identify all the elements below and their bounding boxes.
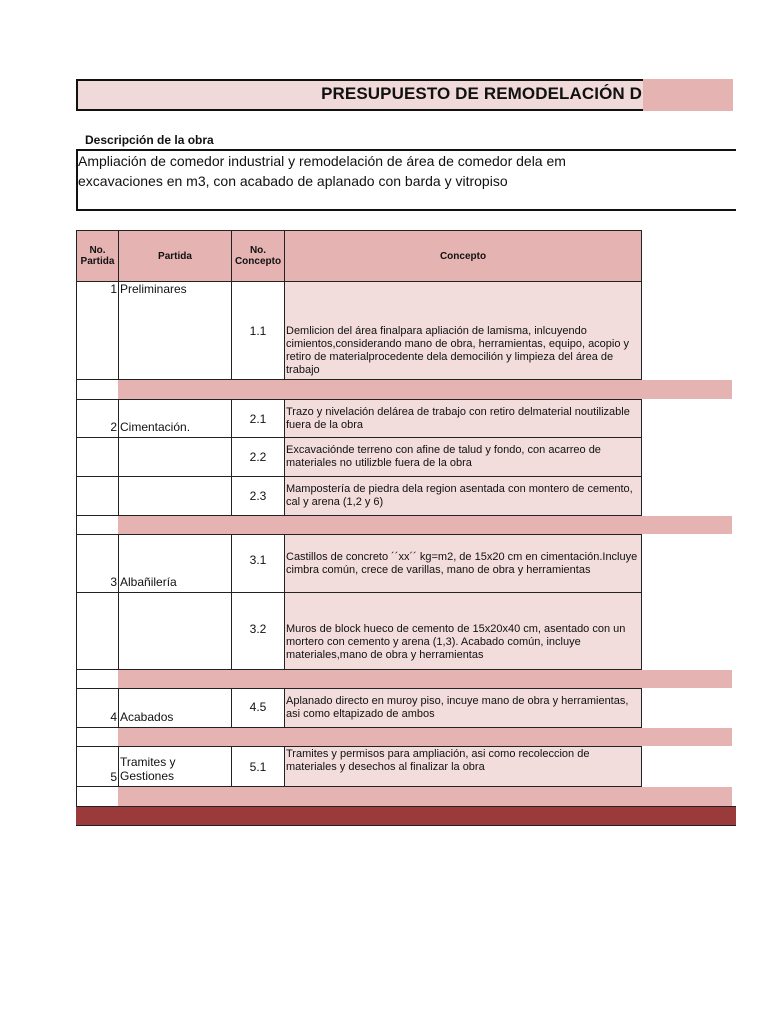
total-bar xyxy=(76,806,736,826)
row-partida-number: 1 xyxy=(76,281,119,380)
separator-cell xyxy=(76,669,119,689)
description-line-2: excavaciones en m3, con acabado de aplanado con barda y vitropiso xyxy=(78,173,508,189)
separator-cell xyxy=(76,515,119,535)
row-concepto-number: 2.2 xyxy=(231,437,285,477)
row-concepto-number: 5.1 xyxy=(231,746,285,787)
row-partida-name: Cimentación. xyxy=(118,399,232,438)
row-concepto-text: Aplanado directo en muroy piso, incuye mano de obra y herramientas, asi como eltapizado de ambos xyxy=(284,688,642,728)
row-partida-name: Preliminares xyxy=(118,281,232,380)
row-concepto-number: 3.1 xyxy=(231,534,285,593)
row-concepto-text: Muros de block hueco de cemento de 15x20x40 cm, asentado con un mortero con cemento y arena (1,3). Acabado común, incluye materiales,mano de obra y herramientas xyxy=(284,592,642,670)
row-partida-number: 5 xyxy=(76,746,119,787)
separator-cell xyxy=(76,379,119,400)
separator-band xyxy=(118,380,732,399)
row-partida-number: 2 xyxy=(76,399,119,438)
separator-cell xyxy=(76,727,119,747)
separator-band xyxy=(118,516,732,534)
row-concepto-text: Trazo y nivelación delárea de trabajo con retiro delmaterial noutilizable fuera de la obra xyxy=(284,399,642,438)
row-partida-name: Albañilería xyxy=(118,534,232,593)
row-partida-number xyxy=(76,476,119,516)
row-concepto-text: Tramites y permisos para ampliación, asi como recoleccion de materiales y desechos al finalizar la obra xyxy=(284,746,642,787)
header-concepto: Concepto xyxy=(284,230,642,282)
row-partida-name xyxy=(118,592,232,670)
separator-band xyxy=(118,787,732,806)
row-partida-name xyxy=(118,437,232,477)
description-label: Descripción de la obra xyxy=(85,133,214,147)
separator-band xyxy=(118,728,732,746)
row-partida-name: Tramites y Gestiones xyxy=(118,746,232,787)
row-concepto-number: 2.3 xyxy=(231,476,285,516)
row-concepto-text: Excavaciónde terreno con afine de talud y fondo, con acarreo de materiales no utilizble fuera de la obra xyxy=(284,437,642,477)
page-title: PRESUPUESTO DE REMODELACIÓN D xyxy=(321,84,642,103)
row-partida-number xyxy=(76,437,119,477)
header-partida: Partida xyxy=(118,230,232,282)
row-partida-name: Acabados xyxy=(118,688,232,728)
row-concepto-number: 3.2 xyxy=(231,592,285,670)
separator-band xyxy=(118,670,732,688)
header-no-concepto: No. Concepto xyxy=(231,230,285,282)
title-bar-extension xyxy=(643,79,733,111)
row-concepto-text: Demlicion del área finalpara apliación de lamisma, inlcuyendo cimientos,considerando mano de obra, herramientas, equipo, acopio y retiro de materialprocedente dela democilión y limpieza del área de trabajo xyxy=(284,281,642,380)
header-no-partida: No. Partida xyxy=(76,230,119,282)
row-concepto-text: Castillos de concreto ´´xx´´ kg=m2, de 15x20 cm en cimentación.Incluye cimbra común, crece de varillas, mano de obra y herramientas xyxy=(284,534,642,593)
separator-cell xyxy=(76,786,119,807)
description-line-1: Ampliación de comedor industrial y remodelación de área de comedor dela em xyxy=(78,153,566,169)
row-concepto-number: 2.1 xyxy=(231,399,285,438)
description-text xyxy=(78,151,648,191)
row-partida-number: 3 xyxy=(76,534,119,593)
row-concepto-number: 1.1 xyxy=(231,281,285,380)
row-concepto-number: 4.5 xyxy=(231,688,285,728)
row-concepto-text: Mampostería de piedra dela region asentada con montero de cemento, cal y arena (1,2 y 6) xyxy=(284,476,642,516)
row-partida-number: 4 xyxy=(76,688,119,728)
row-partida-name xyxy=(118,476,232,516)
row-partida-number xyxy=(76,592,119,670)
